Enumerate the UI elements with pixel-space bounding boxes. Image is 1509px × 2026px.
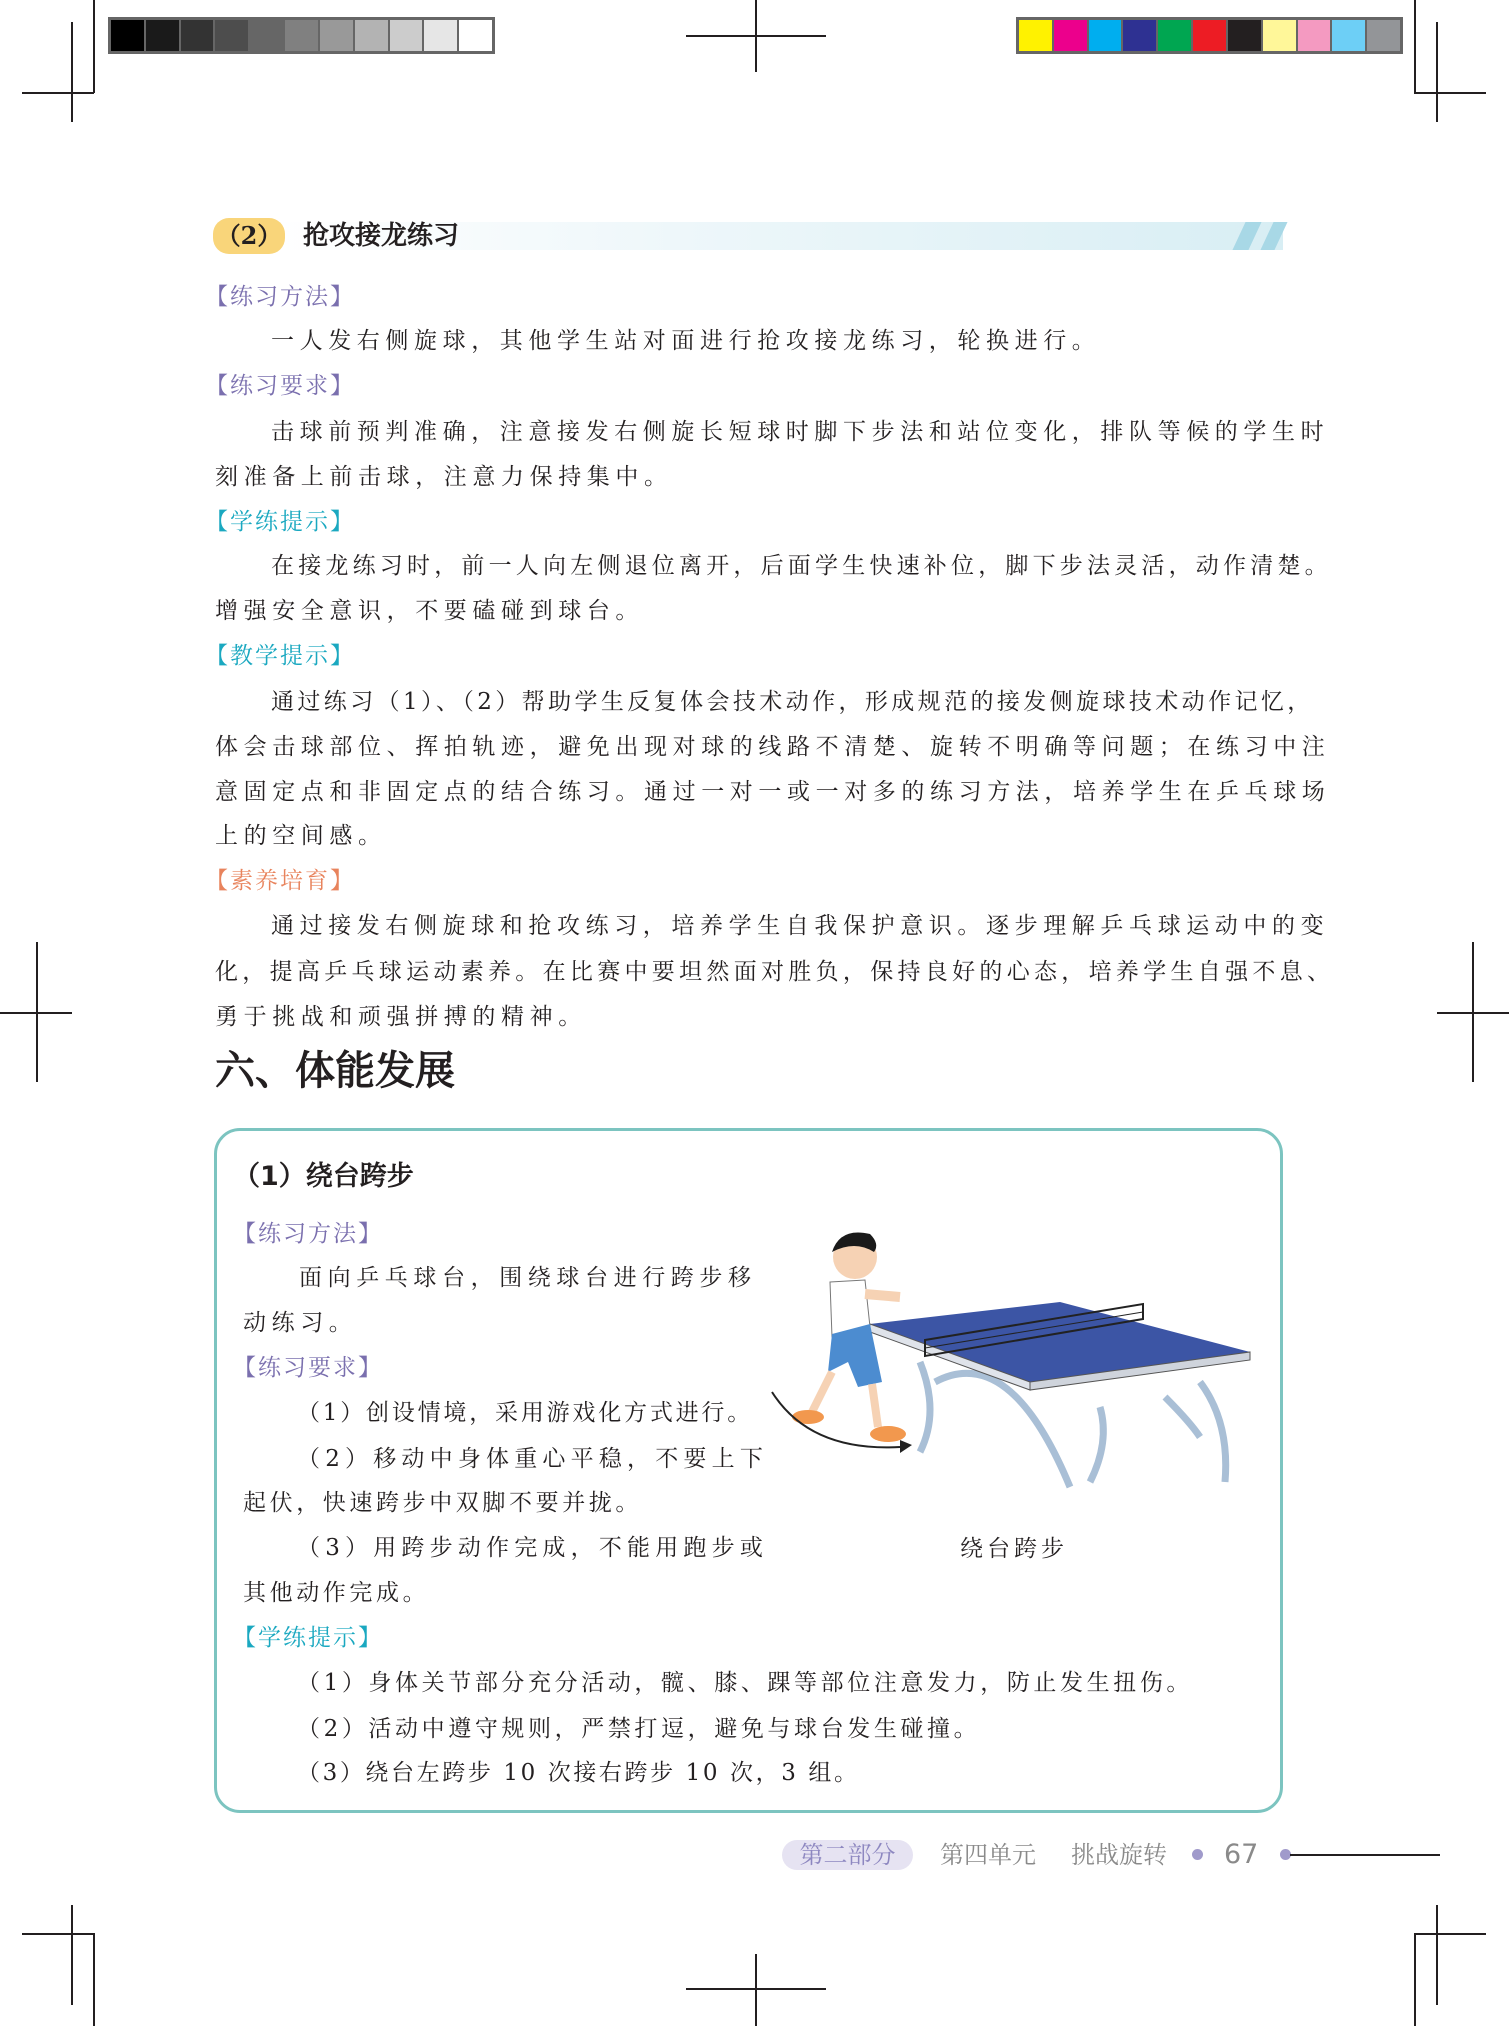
paragraph-line: 勇于挑战和顽强拼搏的精神。 (215, 1004, 587, 1030)
paragraph-line: （3）用跨步动作完成，不能用跑步或 (297, 1535, 769, 1561)
color-swatch (1019, 20, 1054, 51)
section-title: 抢攻接龙练习 (303, 221, 460, 251)
arrow-head (900, 1440, 912, 1453)
footer-topic: 挑战旋转 (1071, 1841, 1167, 1869)
paragraph-line: 动练习。 (243, 1310, 358, 1336)
paragraph-line: 上的空间感。 (215, 823, 387, 849)
paragraph-line: 一人发右侧旋球，其他学生站对面进行抢攻接龙练习，轮换进行。 (271, 328, 1101, 354)
color-swatch (111, 20, 146, 51)
color-swatch (320, 20, 355, 51)
section-number-pill: （2） (213, 218, 285, 254)
paragraph-line: 化，提高乒乓球运动素养。在比赛中要坦然面对胜负，保持良好的心态，培养学生自强不息、 (215, 959, 1335, 985)
color-swatch (1158, 20, 1193, 51)
color-swatch (355, 20, 390, 51)
figure-caption: 绕台跨步 (960, 1536, 1068, 1562)
footer-dot (1192, 1849, 1203, 1860)
color-swatch (181, 20, 216, 51)
gray-color-bar (108, 17, 495, 54)
footer-rule (1290, 1854, 1440, 1856)
requirement-label: 【练习要求】 (205, 373, 355, 399)
paragraph-line: 刻准备上前击球，注意力保持集中。 (215, 464, 673, 490)
section-header (213, 218, 1283, 254)
color-swatch (1089, 20, 1124, 51)
process-color-bar (1016, 17, 1403, 54)
paragraph-line: （2）移动中身体重心平稳，不要上下 (297, 1446, 769, 1472)
paragraph-line: 意固定点和非固定点的结合练习。通过一对一或一对多的练习方法，培养学生在乒乓球场 (215, 779, 1331, 805)
paragraph-line: （1）身体关节部分充分活动，髋、膝、踝等部位注意发力，防止发生扭伤。 (297, 1670, 1194, 1696)
method-label: 【练习方法】 (233, 1221, 383, 1247)
color-swatch (1263, 20, 1298, 51)
paragraph-line: 其他动作完成。 (243, 1580, 430, 1606)
color-swatch (1332, 20, 1367, 51)
chapter-title: 六、体能发展 (215, 1048, 455, 1094)
color-swatch (424, 20, 459, 51)
page-number: 67 (1224, 1839, 1259, 1870)
color-swatch (285, 20, 320, 51)
paragraph-line: 通过练习（1）、（2）帮助学生反复体会技术动作，形成规范的接发侧旋球技术动作记忆， (271, 689, 1314, 715)
paragraph-line: 增强安全意识，不要磕碰到球台。 (215, 598, 644, 624)
requirement-label: 【练习要求】 (233, 1355, 383, 1381)
footer-part-pill: 第二部分 (782, 1840, 913, 1870)
color-swatch (1193, 20, 1228, 51)
paragraph-line: （3）绕台左跨步 10 次接右跨步 10 次，3 组。 (297, 1760, 860, 1786)
method-label: 【练习方法】 (205, 284, 355, 310)
paragraph-line: 体会击球部位、挥拍轨迹，避免出现对球的线路不清楚、旋转不明确等问题；在练习中注 (215, 734, 1331, 760)
color-swatch (459, 20, 492, 51)
color-swatch (250, 20, 285, 51)
paragraph-line: 起伏，快速跨步中双脚不要并拢。 (243, 1490, 642, 1516)
quality-label: 【素养培育】 (205, 868, 355, 894)
tips-label: 【学练提示】 (233, 1625, 383, 1651)
color-swatch (1123, 20, 1158, 51)
paragraph-line: （2）活动中遵守规则，严禁打逗，避免与球台发生碰撞。 (297, 1716, 981, 1742)
color-swatch (146, 20, 181, 51)
color-swatch (215, 20, 250, 51)
color-swatch (390, 20, 425, 51)
paragraph-line: 在接龙练习时，前一人向左侧退位离开，后面学生快速补位，脚下步法灵活，动作清楚。 (271, 553, 1332, 579)
box-title: （1）绕台跨步 (233, 1161, 414, 1192)
paragraph-line: 击球前预判准确，注意接发右侧旋长短球时脚下步法和站位变化，排队等候的学生时 (271, 419, 1330, 445)
color-swatch (1367, 20, 1400, 51)
paragraph-line: 通过接发右侧旋球和抢攻练习，培养学生自我保护意识。逐步理解乒乓球运动中的变 (271, 913, 1330, 939)
color-swatch (1054, 20, 1089, 51)
color-swatch (1298, 20, 1333, 51)
table-tennis-illustration (770, 1222, 1260, 1512)
tips-label: 【学练提示】 (205, 509, 355, 535)
footer-unit: 第四单元 (940, 1841, 1036, 1869)
paragraph-line: （1）创设情境，采用游戏化方式进行。 (297, 1400, 754, 1426)
color-swatch (1228, 20, 1263, 51)
teaching-label: 【教学提示】 (205, 643, 355, 669)
paragraph-line: 面向乒乓球台，围绕球台进行跨步移 (299, 1265, 757, 1291)
